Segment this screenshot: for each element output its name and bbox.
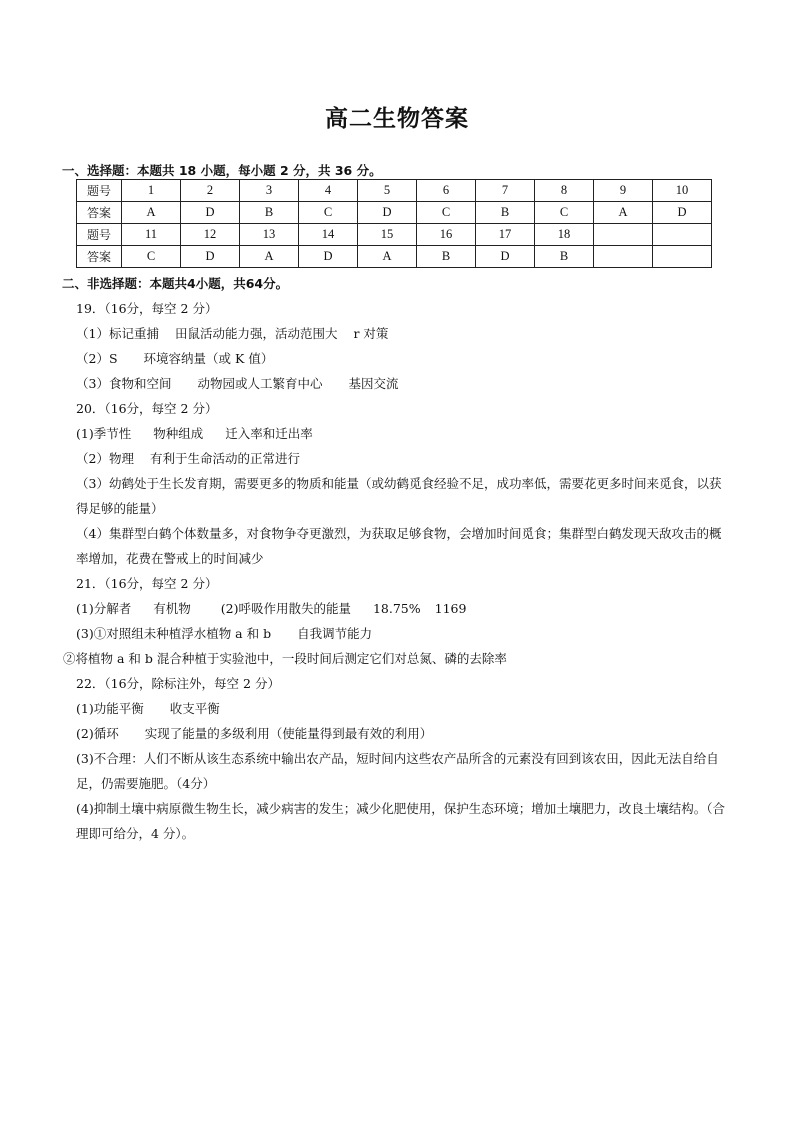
table-cell: B <box>417 246 476 268</box>
table-cell: A <box>358 246 417 268</box>
table-cell: D <box>299 246 358 268</box>
answer-text: r 对策 <box>353 326 389 341</box>
q21-heading: 21．（16分，每空 2 分） <box>76 576 218 591</box>
q19-part2 <box>76 346 726 371</box>
q20-part2 <box>76 446 726 471</box>
answer-text: (1)季节性 <box>76 426 132 441</box>
section1-heading: 一、选择题：本题共 18 小题，每小题 2 分，共 36 分。 <box>62 163 382 178</box>
table-cell: D <box>358 202 417 224</box>
table-cell: 18 <box>535 224 594 246</box>
table-cell: D <box>653 202 712 224</box>
table-cell: 15 <box>358 224 417 246</box>
table-cell <box>653 246 712 268</box>
answer-text: 18.75% <box>372 601 421 616</box>
table-cell: 11 <box>122 224 181 246</box>
q21-part1 <box>76 596 726 621</box>
table-cell: 7 <box>476 180 535 202</box>
q19-part3 <box>76 371 726 396</box>
section2-heading: 二、非选择题：本题共4小题，共64分。 <box>62 276 289 291</box>
q19-heading: 19．（16分，每空 2 分） <box>76 301 218 316</box>
answer-text: (2)呼吸作用散失的能量 <box>220 601 351 616</box>
answer-text: 迁入率和迁出率 <box>225 426 313 441</box>
q22-part1 <box>76 696 726 721</box>
answer-text: 物种组成 <box>153 426 204 441</box>
table-cell <box>594 246 653 268</box>
table-row <box>77 246 712 268</box>
q22-part3: (3)不合理：人们不断从该生态系统中输出农产品，短时间内这些农产品所含的元素没有回到该农田，因此无法自给自足，仍需要施肥。（4分） <box>76 751 719 791</box>
q19-part1 <box>76 321 726 346</box>
table-cell: A <box>594 202 653 224</box>
table-cell: A <box>122 202 181 224</box>
row-label-question: 题号 <box>77 224 122 246</box>
table-cell: 13 <box>240 224 299 246</box>
answer-text: 自我调节能力 <box>297 626 373 641</box>
table-cell: 9 <box>594 180 653 202</box>
answer-text: (1)功能平衡 <box>76 701 144 716</box>
table-cell: 14 <box>299 224 358 246</box>
table-cell: D <box>181 202 240 224</box>
table-cell: 10 <box>653 180 712 202</box>
q20-part4: （4）集群型白鹤个体数量多，对食物争夺更激烈，为获取足够食物，会增加时间觅食；集群型白鹤发现天敌攻击的概率增加，花费在警戒上的时间减少 <box>76 526 722 566</box>
q21-part3: ②将植物 a 和 b 混合种植于实验池中，一段时间后测定它们对总氮、磷的去除率 <box>63 651 507 666</box>
table-cell: B <box>535 246 594 268</box>
table-cell: 4 <box>299 180 358 202</box>
answer-text: 田鼠活动能力强，活动范围大 <box>174 326 338 341</box>
table-cell: B <box>240 202 299 224</box>
table-row <box>77 202 712 224</box>
answers-body <box>63 296 726 846</box>
table-row <box>77 180 712 202</box>
answer-text: （1）标记重捕 <box>76 326 159 341</box>
table-cell: C <box>535 202 594 224</box>
table-cell: D <box>476 246 535 268</box>
row-label-answer: 答案 <box>77 202 122 224</box>
answer-text: (2)循环 <box>76 726 119 741</box>
table-row <box>77 224 712 246</box>
table-cell: 6 <box>417 180 476 202</box>
answer-text: 收支平衡 <box>169 701 220 716</box>
q20-heading: 20．（16分，每空 2 分） <box>76 401 218 416</box>
table-cell <box>653 224 712 246</box>
q21-part2 <box>76 621 726 646</box>
table-cell: 17 <box>476 224 535 246</box>
table-cell: A <box>240 246 299 268</box>
table-cell: 2 <box>181 180 240 202</box>
answer-text: 实现了能量的多级利用（使能量得到最有效的利用） <box>144 726 433 741</box>
table-cell: B <box>476 202 535 224</box>
answer-text: （3）食物和空间 <box>76 376 172 391</box>
table-cell: D <box>181 246 240 268</box>
row-label-question: 题号 <box>77 180 122 202</box>
table-cell <box>594 224 653 246</box>
table-cell: 8 <box>535 180 594 202</box>
q22-part4: (4)抑制土壤中病原微生物生长，减少病害的发生；减少化肥使用，保护生态环境；增加土壤肥力，改良土壤结构。（合理即可给分，4 分）。 <box>76 801 725 841</box>
q22-heading: 22．（16分，除标注外，每空 2 分） <box>76 676 280 691</box>
answer-text: 1169 <box>434 601 467 616</box>
table-cell: 1 <box>122 180 181 202</box>
table-cell: 16 <box>417 224 476 246</box>
answer-text: 动物园或人工繁育中心 <box>197 376 323 391</box>
answer-text: (1)分解者 <box>76 601 132 616</box>
q20-part3: （3）幼鹤处于生长发育期，需要更多的物质和能量（或幼鹤觅食经验不足，成功率低，需要花更多时间来觅食，以获得足够的能量） <box>76 476 722 516</box>
answer-text: （2）S <box>76 351 118 366</box>
table-cell: 5 <box>358 180 417 202</box>
answer-text: 基因交流 <box>348 376 399 391</box>
q22-part2 <box>76 721 726 746</box>
table-cell: C <box>122 246 181 268</box>
table-cell: C <box>299 202 358 224</box>
table-cell: 12 <box>181 224 240 246</box>
q20-part1 <box>76 421 726 446</box>
answer-text: 有机物 <box>153 601 191 616</box>
row-label-answer: 答案 <box>77 246 122 268</box>
answer-table <box>76 179 712 268</box>
page-title: 高二生物答案 <box>325 106 469 132</box>
answer-text: (3)①对照组未种植浮水植物 a 和 b <box>76 626 272 641</box>
table-cell: 3 <box>240 180 299 202</box>
answer-text: （2）物理 <box>76 451 134 466</box>
answer-text: 环境容纳量（或 K 值） <box>143 351 274 366</box>
answer-text: 有利于生命活动的正常进行 <box>149 451 300 466</box>
table-cell: C <box>417 202 476 224</box>
